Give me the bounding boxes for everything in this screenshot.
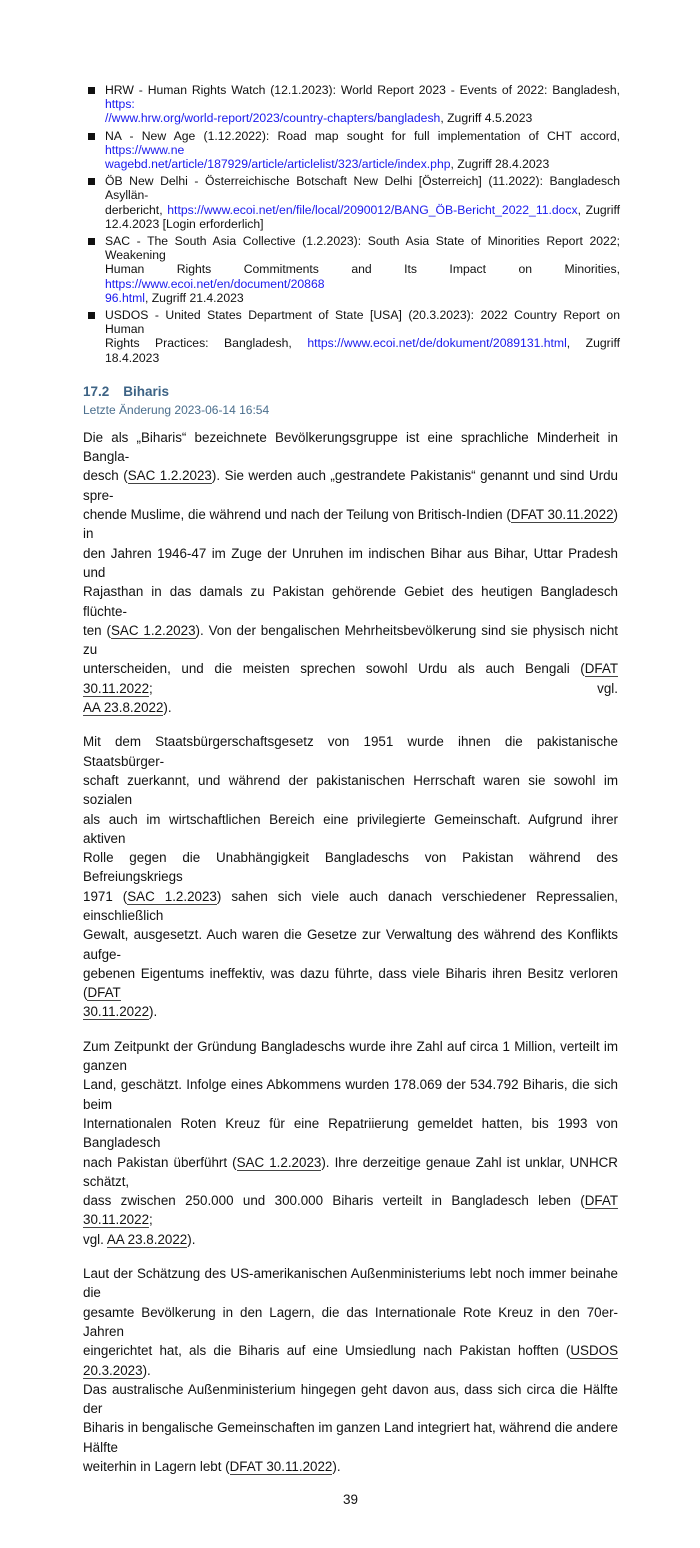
reference-link[interactable]: https://www.ecoi.net/en/document/20868 [105, 276, 325, 291]
source-citation-link[interactable]: AA 23.8.2022 [83, 700, 164, 716]
text-segment: ÖB New Delhi - Österreichische Botschaft New Delhi [Österreich] (11.2022): Bangladesch Asyllän- [105, 174, 620, 203]
text-segment: ). Sie werden auch „gestrandete Pakistanis“ genannt und sind Urdu spre- [83, 468, 618, 503]
reference-item [88, 308, 620, 365]
text-line [83, 1457, 618, 1476]
text-line [83, 887, 618, 926]
text-segment: Das australische Außenministerium hingegen geht davon aus, dass sich circa die Hälfte der [83, 1381, 618, 1417]
text-segment: Internationalen Roten Kreuz für eine Repatriierung gemeldet hatten, bis 1993 von Bangladesch [83, 1115, 618, 1151]
text-segment: ). [332, 1459, 341, 1474]
text-line [83, 544, 618, 583]
section-number: 17.2 [83, 383, 110, 399]
text-line [83, 771, 618, 810]
text-line [83, 1264, 618, 1303]
text-segment: ; vgl. [149, 680, 618, 696]
square-bullet-icon [88, 238, 95, 245]
text-segment: dass zwischen 250.000 und 300.000 Biharis verteilt in Bangladesch leben ( [83, 1193, 585, 1209]
reference-item [88, 83, 620, 126]
reference-link[interactable]: https://www.ecoi.net/de/dokument/2089131.html [307, 336, 567, 351]
text-line [83, 1075, 618, 1114]
text-segment: ). Ihre derzeitige genaue Zahl ist unklar, UNHCR schätzt, [83, 1154, 618, 1189]
text-segment: gebenen Eigentums ineffektiv, was dazu führte, dass viele Biharis ihren Besitz verloren ( [83, 965, 618, 1001]
section-title: Biharis [123, 383, 170, 399]
text-line [105, 262, 620, 290]
source-citation-link[interactable]: SAC 1.2.2023 [110, 622, 196, 638]
text-line [83, 466, 618, 505]
page-number: 39 [342, 1492, 359, 1508]
text-line [105, 336, 620, 364]
text-segment: ). Von der bengalischen Mehrheitsbevölkerung sind sie physisch nicht zu [83, 622, 618, 658]
text-segment: chende Muslime, die während und nach der Teilung von Britisch-Indien ( [83, 507, 511, 523]
text-line [83, 1418, 618, 1457]
text-segment: 1971 ( [83, 888, 128, 904]
text-segment: unterscheiden, und die meisten sprechen sowohl Urdu als auch Bengali ( [83, 661, 585, 677]
text-segment: Gewalt, ausgesetzt. Auch waren die Gesetze zur Verwaltung des während des Konflikts aufge- [83, 927, 618, 962]
source-citation-link[interactable]: DFAT 30.11.2022 [510, 507, 614, 523]
text-line [105, 129, 620, 157]
text-segment: gesamte Bevölkerung in den Lagern, die das Internationale Rote Kreuz in den 70er-Jahren [83, 1304, 618, 1339]
text-line [83, 925, 618, 964]
text-line [83, 964, 618, 1003]
text-segment: Human Rights Commitments and Its Impact on Minorities, [105, 262, 620, 277]
text-segment: Laut der Schätzung des US-amerikanischen Außenministeriums lebt noch immer beinahe die [83, 1266, 618, 1301]
text-segment: weiterhin in Lagern lebt ( [83, 1459, 230, 1474]
reference-link[interactable]: https://www.ecoi.net/en/file/local/2090012/BANG_ÖB-Bericht_2022_11.docx [167, 202, 578, 217]
square-bullet-icon [88, 312, 95, 319]
text-line [83, 810, 618, 849]
text-line [105, 174, 620, 202]
text-segment: Biharis in bengalische Gemeinschaften im ganzen Land integriert hat, während die andere Hälfte [83, 1420, 618, 1455]
text-line [83, 698, 618, 717]
text-segment: derbericht, [105, 202, 168, 217]
text-line [105, 234, 620, 262]
text-line [105, 157, 620, 171]
source-citation-link[interactable]: DFAT 30.11.2022 [83, 1193, 618, 1228]
text-line [83, 1037, 618, 1076]
source-citation-link[interactable]: AA 23.8.2022 [106, 1231, 188, 1247]
text-segment: ). [142, 1362, 151, 1378]
text-line [83, 582, 618, 621]
text-line [105, 217, 620, 231]
text-segment: ). [187, 1231, 196, 1247]
text-line [83, 1230, 618, 1249]
text-segment: ; [149, 1212, 153, 1228]
text-segment: ten ( [83, 622, 111, 638]
text-line [83, 732, 618, 771]
section-heading [83, 383, 618, 400]
text-line [83, 621, 618, 660]
text-line [83, 1191, 618, 1230]
square-bullet-icon [88, 178, 95, 185]
text-line [105, 83, 620, 111]
text-segment: ) in [83, 507, 618, 542]
paragraph [83, 1264, 618, 1476]
paragraph [83, 1037, 618, 1249]
source-citation-link[interactable]: SAC 1.2.2023 [127, 468, 212, 484]
text-segment: USDOS - United States Department of State [USA] (20.3.2023): 2022 Country Report on Human [105, 308, 620, 337]
text-segment: Rajasthan in das damals zu Pakistan gehörende Gebiet des heutigen Bangladesch flüchte- [83, 584, 618, 619]
text-segment: nach Pakistan überführt ( [83, 1154, 237, 1170]
text-segment: , Zugriff [577, 202, 621, 217]
text-line [83, 659, 618, 698]
square-bullet-icon [88, 133, 95, 140]
text-segment: NA - New Age (1.12.2022): Road map sought for full implementation of CHT accord, [105, 128, 620, 143]
text-segment: als auch im wirtschaftlichen Bereich eine privilegierte Gemeinschaft. Aufgrund ihrer aktiven [83, 811, 618, 846]
source-citation-link[interactable]: DFAT [87, 985, 121, 1001]
text-line [83, 505, 618, 544]
reference-item [88, 174, 620, 231]
text-segment: ). [149, 1004, 158, 1020]
text-line [83, 1114, 618, 1153]
text-line [83, 428, 618, 467]
source-citation-link[interactable]: USDOS 20.3.2023 [83, 1343, 618, 1378]
text-line [105, 111, 620, 125]
reference-link[interactable]: //www.hrw.org/world-report/2023/country-chapters/bangladesh [105, 111, 441, 126]
text-segment: ) sahen sich viele auch danach verschiedener Repressalien, einschließlich [83, 888, 618, 923]
reference-link[interactable]: 96.html [105, 290, 145, 305]
reference-item [88, 234, 620, 305]
text-segment: HRW - Human Rights Watch (12.1.2023): World Report 2023 - Events of 2022: Bangladesh, [105, 83, 620, 97]
source-citation-link[interactable]: SAC 1.2.2023 [127, 888, 217, 904]
text-segment: vgl. [83, 1231, 107, 1247]
references-list [88, 83, 620, 365]
text-segment: , Zugriff 4.5.2023 [440, 111, 533, 126]
square-bullet-icon [88, 87, 95, 94]
text-segment: den Jahren 1946-47 im Zuge der Unruhen im indischen Bihar aus Bihar, Uttar Pradesh und [83, 545, 618, 580]
text-line [83, 1002, 618, 1021]
text-segment: Land, geschätzt. Infolge eines Abkommens wurden 178.069 der 534.792 Biharis, die sich beim [83, 1077, 618, 1112]
text-segment: ). [163, 700, 172, 716]
text-segment: Die als „Biharis“ bezeichnete Bevölkerungsgruppe ist eine sprachliche Minderheit in Bangla- [83, 429, 618, 465]
paragraph [83, 428, 618, 717]
reference-link[interactable]: wagebd.net/article/187929/article/articlelist/323/article/index.php [105, 157, 451, 172]
section-body [83, 428, 618, 1476]
text-segment: , Zugriff 28.4.2023 [450, 157, 550, 172]
text-line [105, 291, 620, 305]
paragraph [83, 732, 618, 1021]
text-line [83, 1153, 618, 1192]
text-line [83, 1303, 618, 1342]
text-segment: Mit dem Staatsbürgerschaftsgesetz von 1951 wurde ihnen die pakistanische Staatsbürger- [83, 734, 618, 769]
text-segment: , Zugriff 18.4.2023 [105, 336, 620, 365]
text-segment: Rights Practices: Bangladesh, [105, 336, 308, 351]
text-line [83, 1341, 618, 1380]
text-line [83, 848, 618, 887]
text-segment: Rolle gegen die Unabhängigkeit Bangladeschs von Pakistan während des Befreiungskriegs [83, 850, 618, 885]
text-line [83, 1380, 618, 1419]
reference-link[interactable]: https: [105, 97, 135, 112]
text-line [105, 203, 620, 217]
reference-link[interactable]: https://www.ne [105, 142, 185, 157]
reference-item [88, 129, 620, 172]
last-modified: Letzte Änderung 2023-06-14 16:54 [83, 402, 270, 417]
source-citation-link[interactable]: 30.11.2022 [83, 1004, 150, 1020]
source-citation-link[interactable]: SAC 1.2.2023 [236, 1154, 322, 1170]
text-segment: Zum Zeitpunkt der Gründung Bangladeschs wurde ihre Zahl auf circa 1 Million, verteilt im ganzen [83, 1038, 618, 1074]
text-segment: SAC - The South Asia Collective (1.2.2023): South Asia State of Minorities Report 2022; Weakening [105, 234, 620, 263]
text-segment: eingerichtet hat, als die Biharis auf eine Umsiedlung nach Pakistan hofften ( [83, 1343, 571, 1359]
text-line [105, 308, 620, 336]
text-segment: desch ( [83, 468, 128, 484]
text-segment: schaft zuerkannt, und während der pakistanischen Herrschaft waren sie sowohl im sozialen [83, 772, 618, 808]
text-segment: , Zugriff 21.4.2023 [144, 290, 244, 305]
text-segment: 12.4.2023 [Login erforderlich] [105, 216, 264, 231]
source-citation-link[interactable]: DFAT 30.11.2022 [229, 1459, 333, 1474]
source-citation-link[interactable]: DFAT 30.11.2022 [83, 661, 618, 696]
